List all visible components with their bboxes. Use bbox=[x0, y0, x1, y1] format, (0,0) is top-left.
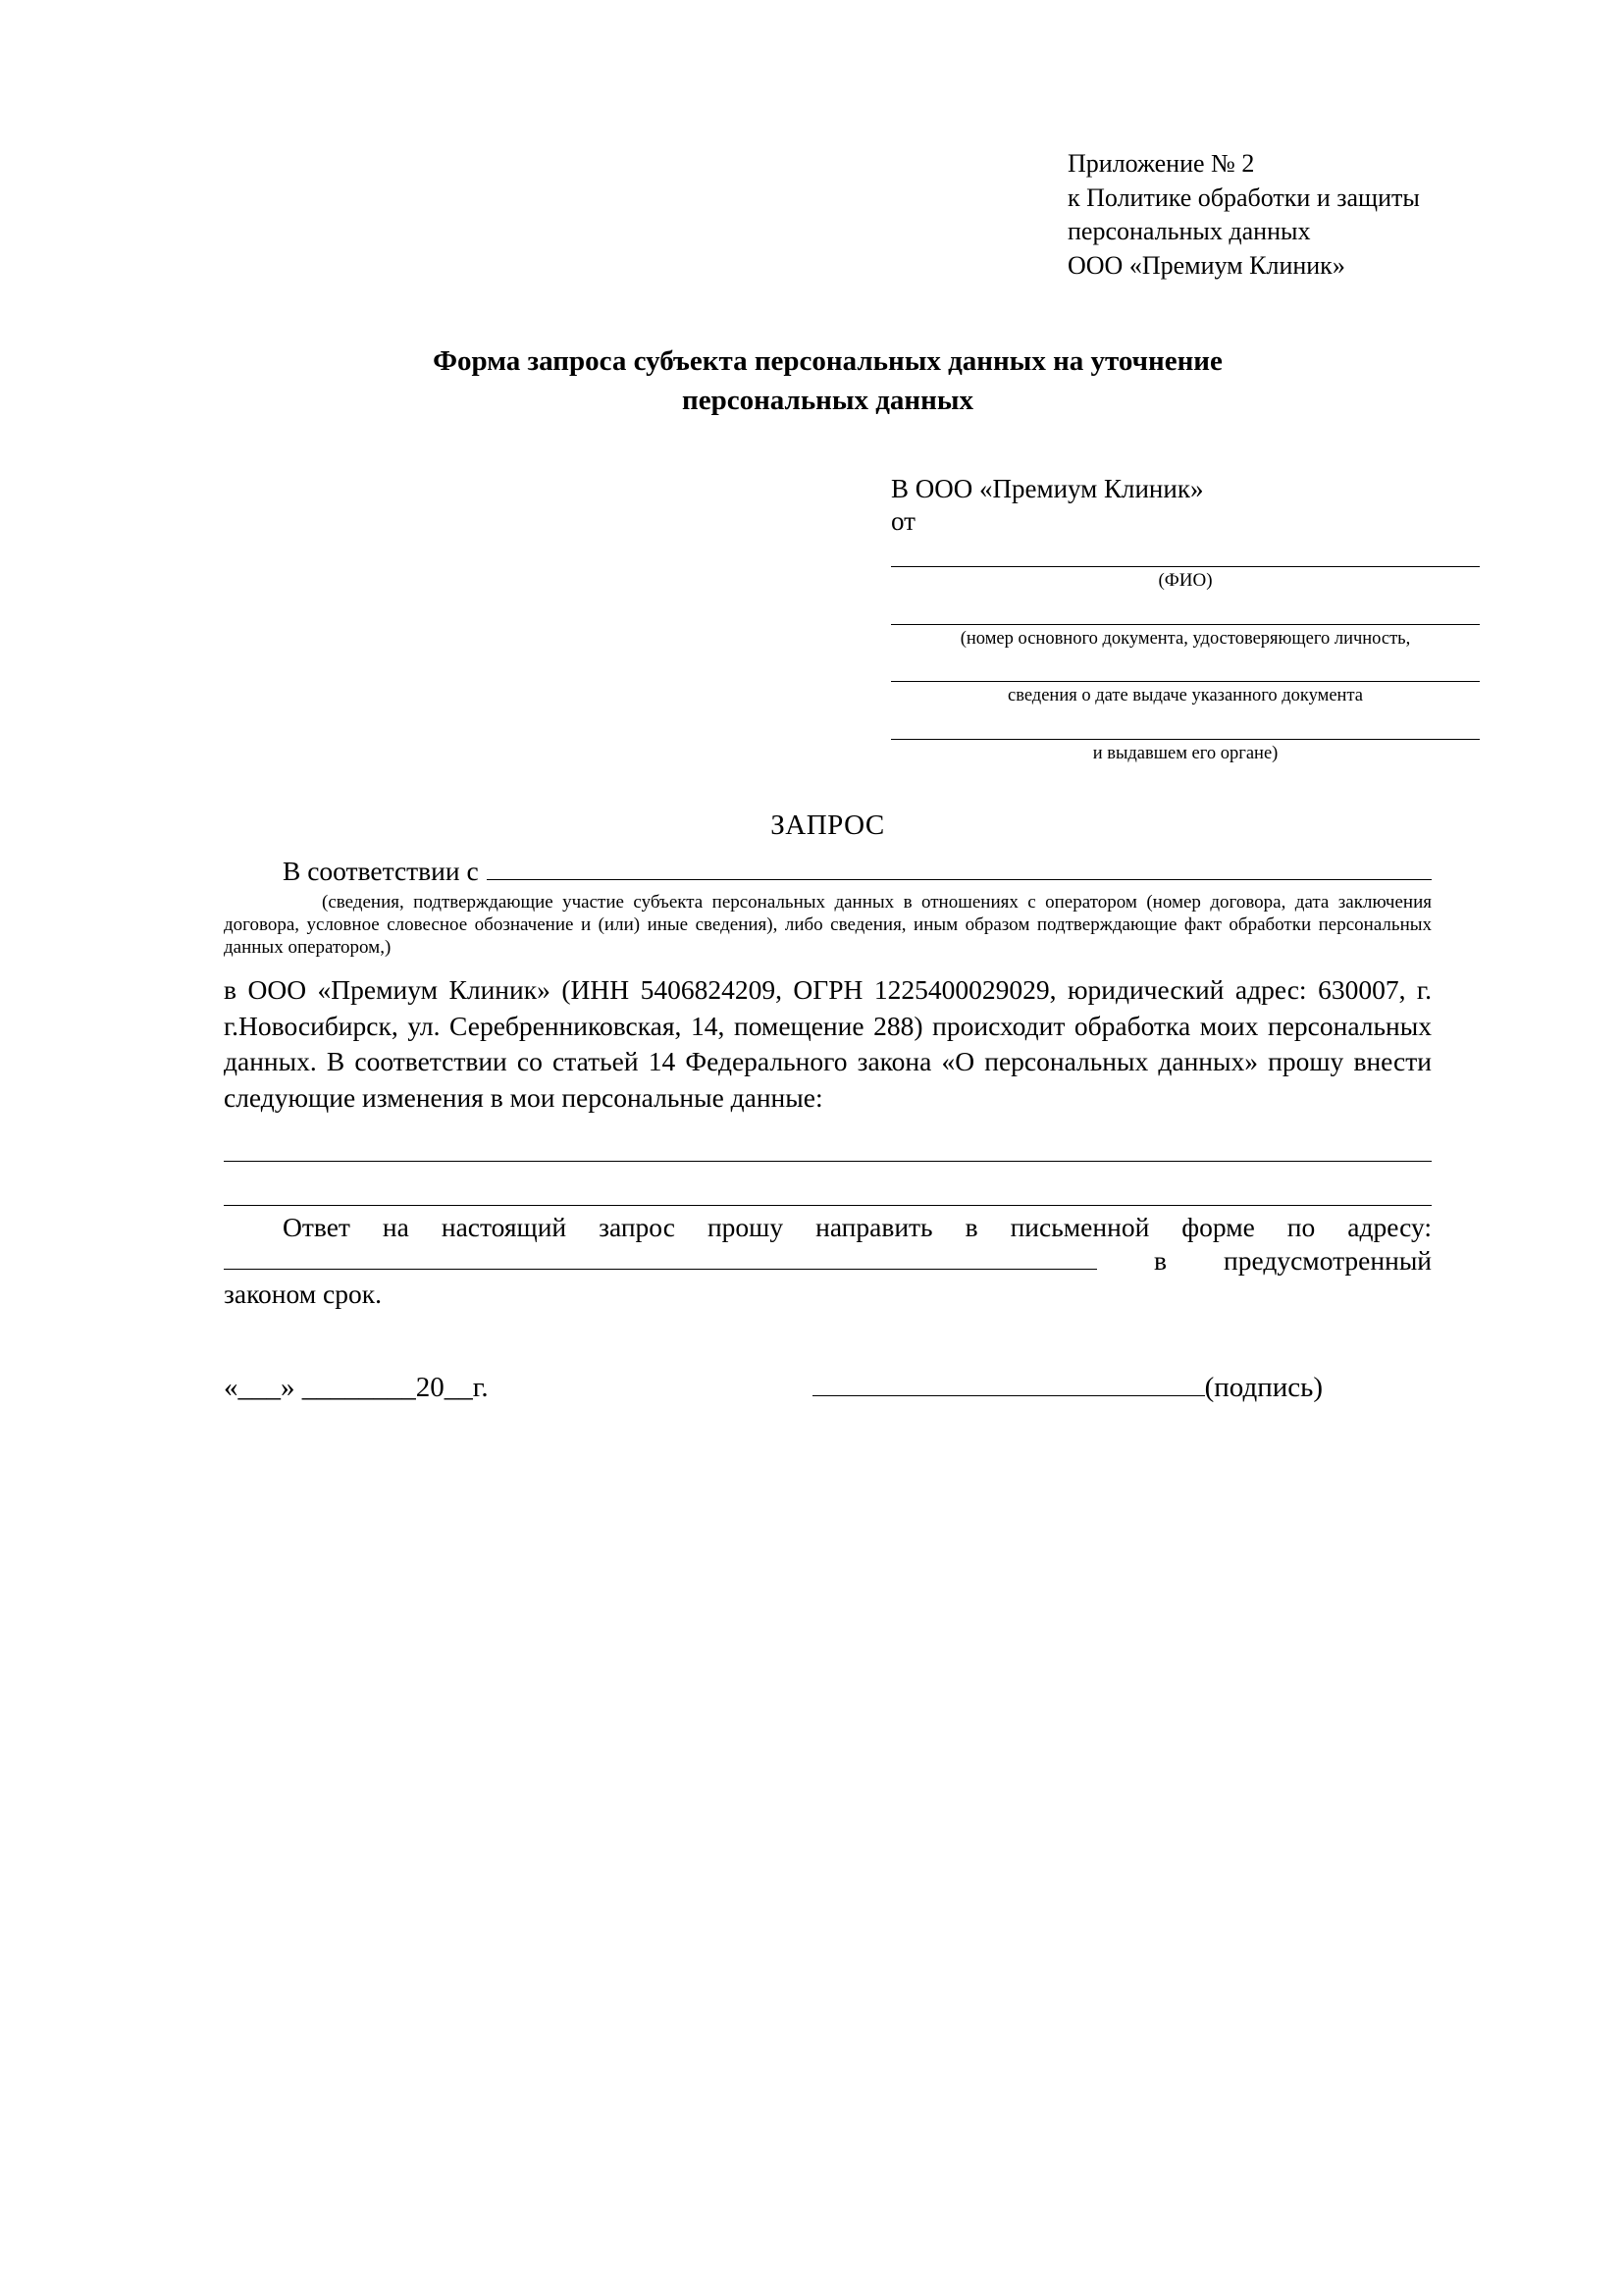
changes-input-line-1[interactable] bbox=[224, 1116, 1432, 1162]
answer-address-line bbox=[224, 1243, 1432, 1277]
appendix-reference bbox=[1068, 147, 1432, 283]
answer-tail-1: в bbox=[1153, 1245, 1167, 1277]
appendix-line-4: ООО «Премиум Клиник» bbox=[1068, 250, 1345, 280]
page-title bbox=[224, 341, 1432, 420]
signature-row bbox=[224, 1370, 1432, 1404]
addressee-to: В ООО «Премиум Клиник» bbox=[891, 474, 1204, 504]
answer-lead-text: Ответ на настоящий запрос прошу направить в письменной форме по адресу: bbox=[283, 1212, 1432, 1243]
appendix-line-3: персональных данных bbox=[1068, 217, 1311, 246]
request-heading: ЗАПРОС bbox=[770, 809, 885, 841]
fineprint-text: (сведения, подтверждающие участие субъекта персональных данных в отношениях с оператором (номер договора, дата заключения договора, условное словесное обозначение и (или) иные сведения), либо сведения, иным образом подтверждающие факт обработки персональных данных оператором,) bbox=[224, 891, 1432, 959]
fio-caption: (ФИО) bbox=[1158, 570, 1213, 592]
appendix-line-1: Приложение № 2 bbox=[1068, 149, 1255, 178]
document-date-caption: сведения о дате выдаче указанного документа bbox=[1008, 686, 1363, 706]
changes-input-line-2[interactable] bbox=[224, 1162, 1432, 1206]
addressee-fill-block bbox=[891, 541, 1432, 769]
basis-input-line[interactable] bbox=[487, 856, 1432, 880]
page-title-line-1: Форма запроса субъекта персональных данных на уточнение bbox=[433, 345, 1223, 378]
answer-address-input-line[interactable] bbox=[224, 1243, 1097, 1270]
date-field[interactable]: «___» ________20__г. bbox=[224, 1372, 489, 1404]
document-issuer-input-line[interactable] bbox=[891, 713, 1480, 740]
addressee-from-label: от bbox=[891, 506, 916, 537]
signature-input-line[interactable] bbox=[812, 1370, 1205, 1396]
document-number-caption: (номер основного документа, удостоверяющего личность, bbox=[960, 629, 1411, 650]
fio-input-line[interactable] bbox=[891, 541, 1480, 567]
basis-row bbox=[224, 856, 1432, 887]
answer-tail-2: предусмотренный bbox=[1224, 1245, 1433, 1277]
appendix-line-2: к Политике обработки и защиты bbox=[1068, 183, 1420, 212]
request-body-text: в ООО «Премиум Клиник» (ИНН 5406824209, ОГРН 1225400029029, юридический адрес: 630007, г. г.Новосибирск, ул. Серебренниковская, 14, помещение 288) происходит обработка моих персональных данных. В соответствии со статьей 14 Федерального закона «О персональных данных» прошу внести следующие изменения в мои персональные данные: bbox=[224, 974, 1432, 1113]
answer-address-row bbox=[224, 1212, 1432, 1243]
answer-tail-3: законом срок. bbox=[224, 1278, 382, 1310]
document-date-input-line[interactable] bbox=[891, 655, 1480, 682]
document-number-input-line[interactable] bbox=[891, 599, 1480, 625]
signature-label: (подпись) bbox=[1204, 1372, 1324, 1404]
page-title-line-2: персональных данных bbox=[682, 385, 973, 417]
basis-fineprint bbox=[224, 891, 1432, 960]
basis-lead-text: В соответствии с bbox=[283, 855, 479, 886]
document-issuer-caption: и выдавшем его органе) bbox=[1092, 743, 1279, 763]
addressee-block bbox=[891, 474, 1432, 537]
fineprint-indent bbox=[224, 892, 322, 913]
